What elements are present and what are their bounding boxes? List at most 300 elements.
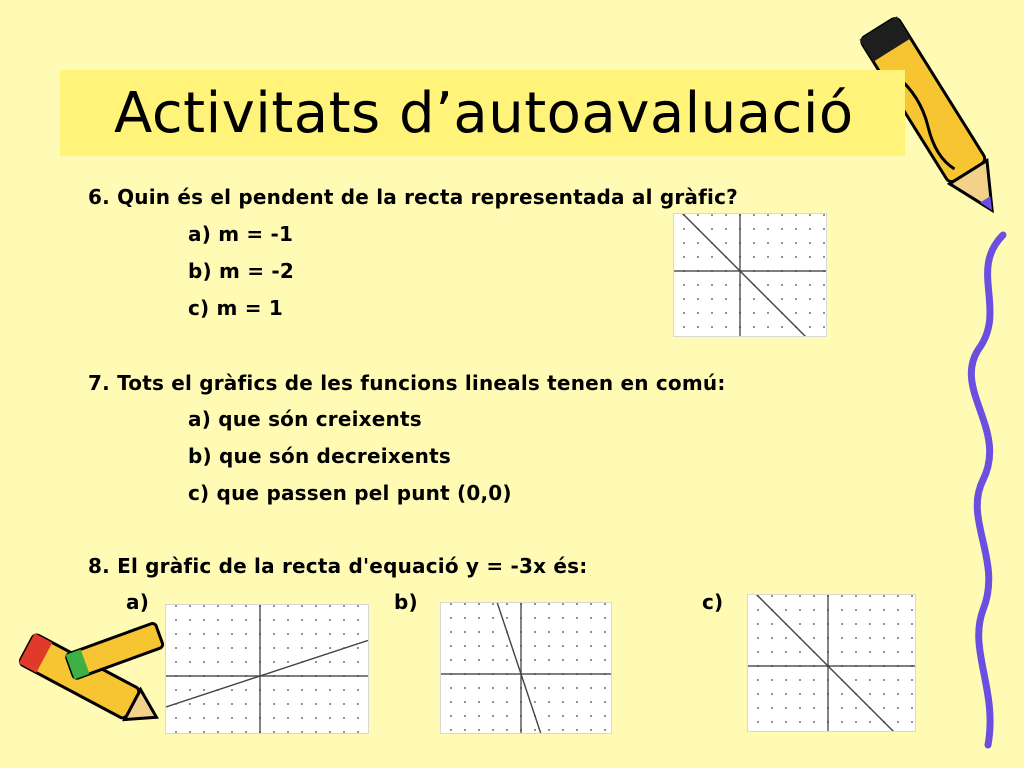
grid-dot xyxy=(562,729,564,731)
grid-dot xyxy=(562,645,564,647)
grid-dot xyxy=(753,312,755,314)
grid-dot xyxy=(357,605,359,607)
grid-dot xyxy=(357,731,359,733)
grid-dot xyxy=(576,617,578,619)
grid-dot xyxy=(757,637,759,639)
grid-dot xyxy=(869,651,871,653)
grid-dot xyxy=(795,242,797,244)
question-8-graph-b[interactable] xyxy=(440,602,612,734)
grid-dot xyxy=(897,721,899,723)
grid-dot xyxy=(301,647,303,649)
grid-dot xyxy=(725,326,727,328)
question-8-graph-c-plot xyxy=(748,595,915,731)
grid-dot xyxy=(855,637,857,639)
question-8-option-b-label[interactable]: b) xyxy=(394,590,418,614)
grid-dot xyxy=(771,637,773,639)
grid-dot xyxy=(245,633,247,635)
grid-dot xyxy=(245,661,247,663)
question-7-option-a[interactable]: a) que són creixents xyxy=(188,407,422,431)
grid-dot xyxy=(464,687,466,689)
grid-dot xyxy=(697,284,699,286)
grid-dot xyxy=(590,715,592,717)
grid-dot xyxy=(478,687,480,689)
grid-dot xyxy=(725,214,727,216)
grid-dot xyxy=(757,693,759,695)
grid-dot xyxy=(576,687,578,689)
grid-dot xyxy=(329,689,331,691)
grid-dot xyxy=(203,605,205,607)
grid-dot xyxy=(343,703,345,705)
grid-dot xyxy=(823,312,825,314)
grid-dot xyxy=(287,619,289,621)
grid-dot xyxy=(757,721,759,723)
grid-dot xyxy=(301,633,303,635)
grid-dot xyxy=(855,651,857,653)
grid-dot xyxy=(450,659,452,661)
grid-dot xyxy=(869,721,871,723)
grid-dot xyxy=(795,284,797,286)
grid-dot xyxy=(273,703,275,705)
grid-dot xyxy=(287,689,289,691)
grid-dot xyxy=(329,605,331,607)
grid-dot xyxy=(855,721,857,723)
grid-dot xyxy=(534,659,536,661)
grid-dot xyxy=(231,717,233,719)
grid-dot xyxy=(548,645,550,647)
grid-dot xyxy=(590,645,592,647)
grid-dot xyxy=(785,609,787,611)
question-7-option-c[interactable]: c) que passen pel punt (0,0) xyxy=(188,481,512,505)
grid-dot xyxy=(604,701,606,703)
grid-dot xyxy=(911,707,913,709)
grid-dot xyxy=(203,619,205,621)
grid-dot xyxy=(273,661,275,663)
grid-dot xyxy=(464,603,466,605)
question-6-graph-plot xyxy=(674,214,826,336)
grid-dot xyxy=(809,326,811,328)
grid-dot xyxy=(897,693,899,695)
grid-dot xyxy=(883,623,885,625)
grid-dot xyxy=(785,679,787,681)
grid-dot xyxy=(189,605,191,607)
grid-dot xyxy=(869,623,871,625)
grid-dot xyxy=(781,214,783,216)
grid-dot xyxy=(492,645,494,647)
grid-dot xyxy=(548,617,550,619)
grid-dot xyxy=(604,687,606,689)
grid-dot xyxy=(450,701,452,703)
grid-dot xyxy=(767,312,769,314)
grid-dot xyxy=(343,731,345,733)
grid-dot xyxy=(217,605,219,607)
grid-dot xyxy=(478,729,480,731)
grid-dot xyxy=(911,637,913,639)
grid-dot xyxy=(883,707,885,709)
grid-dot xyxy=(315,661,317,663)
question-7-prompt: 7. Tots el gràfics de les funcions lineals tenen en comú: xyxy=(88,371,726,395)
grid-dot xyxy=(771,693,773,695)
grid-dot xyxy=(823,326,825,328)
grid-dot xyxy=(548,659,550,661)
grid-dot xyxy=(506,701,508,703)
grid-dot xyxy=(809,228,811,230)
grid-dot xyxy=(175,605,177,607)
grid-dot xyxy=(506,617,508,619)
question-7-option-b[interactable]: b) que són decreixents xyxy=(188,444,451,468)
grid-dot xyxy=(464,701,466,703)
grid-dot xyxy=(753,214,755,216)
grid-dot xyxy=(683,256,685,258)
grid-dot xyxy=(897,707,899,709)
grid-dot xyxy=(464,729,466,731)
grid-dot xyxy=(315,731,317,733)
grid-dot xyxy=(897,679,899,681)
question-6-option-c[interactable]: c) m = 1 xyxy=(188,296,283,320)
grid-dot xyxy=(753,228,755,230)
grid-dot xyxy=(823,298,825,300)
grid-dot xyxy=(287,731,289,733)
grid-dot xyxy=(478,715,480,717)
grid-dot xyxy=(799,651,801,653)
grid-dot xyxy=(604,729,606,731)
grid-dot xyxy=(492,631,494,633)
grid-dot xyxy=(301,605,303,607)
grid-dot xyxy=(506,729,508,731)
grid-dot xyxy=(841,595,843,597)
function-line xyxy=(166,640,368,707)
grid-dot xyxy=(869,679,871,681)
grid-dot xyxy=(869,609,871,611)
grid-dot xyxy=(697,312,699,314)
grid-dot xyxy=(897,623,899,625)
grid-dot xyxy=(534,603,536,605)
grid-dot xyxy=(492,715,494,717)
grid-dot xyxy=(548,729,550,731)
grid-dot xyxy=(231,661,233,663)
grid-dot xyxy=(203,689,205,691)
grid-dot xyxy=(683,228,685,230)
grid-dot xyxy=(478,603,480,605)
grid-dot xyxy=(604,715,606,717)
grid-dot xyxy=(823,228,825,230)
grid-dot xyxy=(911,623,913,625)
grid-dot xyxy=(506,645,508,647)
grid-dot xyxy=(795,256,797,258)
grid-dot xyxy=(683,284,685,286)
grid-dot xyxy=(245,605,247,607)
grid-dot xyxy=(464,715,466,717)
grid-dot xyxy=(855,595,857,597)
grid-dot xyxy=(357,647,359,649)
grid-dot xyxy=(506,659,508,661)
grid-dot xyxy=(795,312,797,314)
grid-dot xyxy=(301,731,303,733)
grid-dot xyxy=(245,689,247,691)
grid-dot xyxy=(245,647,247,649)
grid-dot xyxy=(450,729,452,731)
grid-dot xyxy=(576,715,578,717)
grid-dot xyxy=(189,731,191,733)
grid-dot xyxy=(841,623,843,625)
grid-dot xyxy=(590,617,592,619)
grid-dot xyxy=(329,717,331,719)
grid-dot xyxy=(506,687,508,689)
grid-dot xyxy=(683,312,685,314)
grid-dot xyxy=(841,651,843,653)
grid-dot xyxy=(450,617,452,619)
grid-dot xyxy=(711,298,713,300)
grid-dot xyxy=(343,717,345,719)
grid-dot xyxy=(757,707,759,709)
grid-dot xyxy=(911,721,913,723)
grid-dot xyxy=(203,647,205,649)
grid-dot xyxy=(492,603,494,605)
grid-dot xyxy=(795,298,797,300)
grid-dot xyxy=(562,659,564,661)
function-line xyxy=(674,214,826,336)
grid-dot xyxy=(711,284,713,286)
grid-dot xyxy=(757,679,759,681)
grid-dot xyxy=(813,595,815,597)
grid-dot xyxy=(604,659,606,661)
grid-dot xyxy=(855,609,857,611)
grid-dot xyxy=(841,637,843,639)
grid-dot xyxy=(590,729,592,731)
grid-dot xyxy=(590,603,592,605)
grid-dot xyxy=(683,242,685,244)
grid-dot xyxy=(329,661,331,663)
grid-dot xyxy=(315,703,317,705)
grid-dot xyxy=(315,633,317,635)
grid-dot xyxy=(287,647,289,649)
question-8-option-c-label[interactable]: c) xyxy=(702,590,724,614)
grid-dot xyxy=(771,595,773,597)
grid-dot xyxy=(683,326,685,328)
grid-dot xyxy=(534,631,536,633)
grid-dot xyxy=(217,731,219,733)
grid-dot xyxy=(883,595,885,597)
grid-dot xyxy=(506,603,508,605)
slide-title: Activitats d’autoavaluació xyxy=(114,81,854,146)
grid-dot xyxy=(464,659,466,661)
grid-dot xyxy=(711,326,713,328)
grid-dot xyxy=(562,701,564,703)
grid-dot xyxy=(492,729,494,731)
grid-dot xyxy=(287,633,289,635)
grid-dot xyxy=(301,689,303,691)
grid-dot xyxy=(357,689,359,691)
grid-dot xyxy=(329,619,331,621)
grid-dot xyxy=(506,715,508,717)
grid-dot xyxy=(273,731,275,733)
grid-dot xyxy=(757,623,759,625)
grid-dot xyxy=(683,298,685,300)
grid-dot xyxy=(795,214,797,216)
grid-dot xyxy=(315,717,317,719)
question-8-graph-a[interactable] xyxy=(165,604,369,734)
grid-dot xyxy=(883,679,885,681)
grid-dot xyxy=(711,214,713,216)
grid-dot xyxy=(841,609,843,611)
grid-dot xyxy=(785,637,787,639)
grid-dot xyxy=(809,256,811,258)
grid-dot xyxy=(799,693,801,695)
grid-dot xyxy=(315,619,317,621)
grid-dot xyxy=(315,605,317,607)
grid-dot xyxy=(590,701,592,703)
grid-dot xyxy=(757,609,759,611)
grid-dot xyxy=(799,623,801,625)
grid-dot xyxy=(450,645,452,647)
grid-dot xyxy=(883,609,885,611)
grid-dot xyxy=(245,703,247,705)
grid-dot xyxy=(809,312,811,314)
grid-dot xyxy=(245,717,247,719)
question-8-prompt: 8. El gràfic de la recta d'equació y = -3x és: xyxy=(88,554,588,578)
grid-dot xyxy=(823,242,825,244)
question-6-option-b[interactable]: b) m = -2 xyxy=(188,259,294,283)
question-8-option-a-label[interactable]: a) xyxy=(126,590,150,614)
grid-dot xyxy=(301,717,303,719)
grid-dot xyxy=(576,701,578,703)
grid-dot xyxy=(189,689,191,691)
grid-dot xyxy=(287,605,289,607)
grid-dot xyxy=(464,631,466,633)
grid-dot xyxy=(771,721,773,723)
grid-dot xyxy=(785,595,787,597)
grid-dot xyxy=(841,707,843,709)
grid-dot xyxy=(757,651,759,653)
grid-dot xyxy=(753,326,755,328)
grid-dot xyxy=(189,703,191,705)
grid-dot xyxy=(464,617,466,619)
grid-dot xyxy=(357,619,359,621)
grid-dot xyxy=(823,256,825,258)
grid-dot xyxy=(855,707,857,709)
grid-dot xyxy=(329,647,331,649)
grid-dot xyxy=(478,617,480,619)
grid-dot xyxy=(809,284,811,286)
grid-dot xyxy=(343,661,345,663)
grid-dot xyxy=(590,631,592,633)
function-line xyxy=(748,595,915,731)
question-6-option-a[interactable]: a) m = -1 xyxy=(188,222,294,246)
grid-dot xyxy=(809,214,811,216)
grid-dot xyxy=(231,731,233,733)
grid-dot xyxy=(590,659,592,661)
grid-dot xyxy=(697,242,699,244)
grid-dot xyxy=(217,717,219,719)
grid-dot xyxy=(697,214,699,216)
grid-dot xyxy=(231,703,233,705)
grid-dot xyxy=(725,228,727,230)
grid-dot xyxy=(492,701,494,703)
grid-dot xyxy=(217,647,219,649)
grid-dot xyxy=(897,609,899,611)
grid-dot xyxy=(823,284,825,286)
grid-dot xyxy=(911,679,913,681)
question-8-graph-c[interactable] xyxy=(747,594,916,732)
grid-dot xyxy=(273,633,275,635)
squiggle-line-decoration xyxy=(958,230,1018,750)
grid-dot xyxy=(203,731,205,733)
grid-dot xyxy=(781,298,783,300)
grid-dot xyxy=(492,659,494,661)
grid-dot xyxy=(799,595,801,597)
grid-dot xyxy=(175,731,177,733)
grid-dot xyxy=(869,693,871,695)
grid-dot xyxy=(697,298,699,300)
grid-dot xyxy=(534,687,536,689)
grid-dot xyxy=(767,214,769,216)
grid-dot xyxy=(795,228,797,230)
grid-dot xyxy=(841,693,843,695)
grid-dot xyxy=(450,631,452,633)
grid-dot xyxy=(785,651,787,653)
pencil-illustration-bottom xyxy=(0,620,170,760)
grid-dot xyxy=(562,603,564,605)
grid-dot xyxy=(562,617,564,619)
grid-dot xyxy=(785,707,787,709)
grid-dot xyxy=(548,715,550,717)
grid-dot xyxy=(813,679,815,681)
question-6-graph xyxy=(673,213,827,337)
grid-dot xyxy=(883,637,885,639)
grid-dot xyxy=(175,647,177,649)
grid-dot xyxy=(576,645,578,647)
grid-dot xyxy=(576,659,578,661)
grid-dot xyxy=(478,659,480,661)
grid-dot xyxy=(231,605,233,607)
grid-dot xyxy=(697,256,699,258)
grid-dot xyxy=(548,631,550,633)
grid-dot xyxy=(823,214,825,216)
grid-dot xyxy=(590,687,592,689)
grid-dot xyxy=(534,729,536,731)
grid-dot xyxy=(604,603,606,605)
grid-dot xyxy=(781,326,783,328)
grid-dot xyxy=(767,256,769,258)
grid-dot xyxy=(492,617,494,619)
grid-dot xyxy=(771,707,773,709)
grid-dot xyxy=(478,631,480,633)
grid-dot xyxy=(767,326,769,328)
grid-dot xyxy=(245,619,247,621)
grid-dot xyxy=(217,633,219,635)
grid-dot xyxy=(883,693,885,695)
grid-dot xyxy=(725,298,727,300)
grid-dot xyxy=(767,228,769,230)
grid-dot xyxy=(450,603,452,605)
grid-dot xyxy=(450,687,452,689)
grid-dot xyxy=(217,619,219,621)
grid-dot xyxy=(548,701,550,703)
grid-dot xyxy=(813,637,815,639)
grid-dot xyxy=(604,617,606,619)
grid-dot xyxy=(767,284,769,286)
grid-dot xyxy=(711,256,713,258)
grid-dot xyxy=(273,619,275,621)
grid-dot xyxy=(697,326,699,328)
grid-dot xyxy=(217,703,219,705)
grid-dot xyxy=(203,661,205,663)
grid-dot xyxy=(869,595,871,597)
grid-dot xyxy=(534,701,536,703)
grid-dot xyxy=(478,645,480,647)
grid-dot xyxy=(329,731,331,733)
grid-dot xyxy=(911,595,913,597)
grid-dot xyxy=(273,689,275,691)
